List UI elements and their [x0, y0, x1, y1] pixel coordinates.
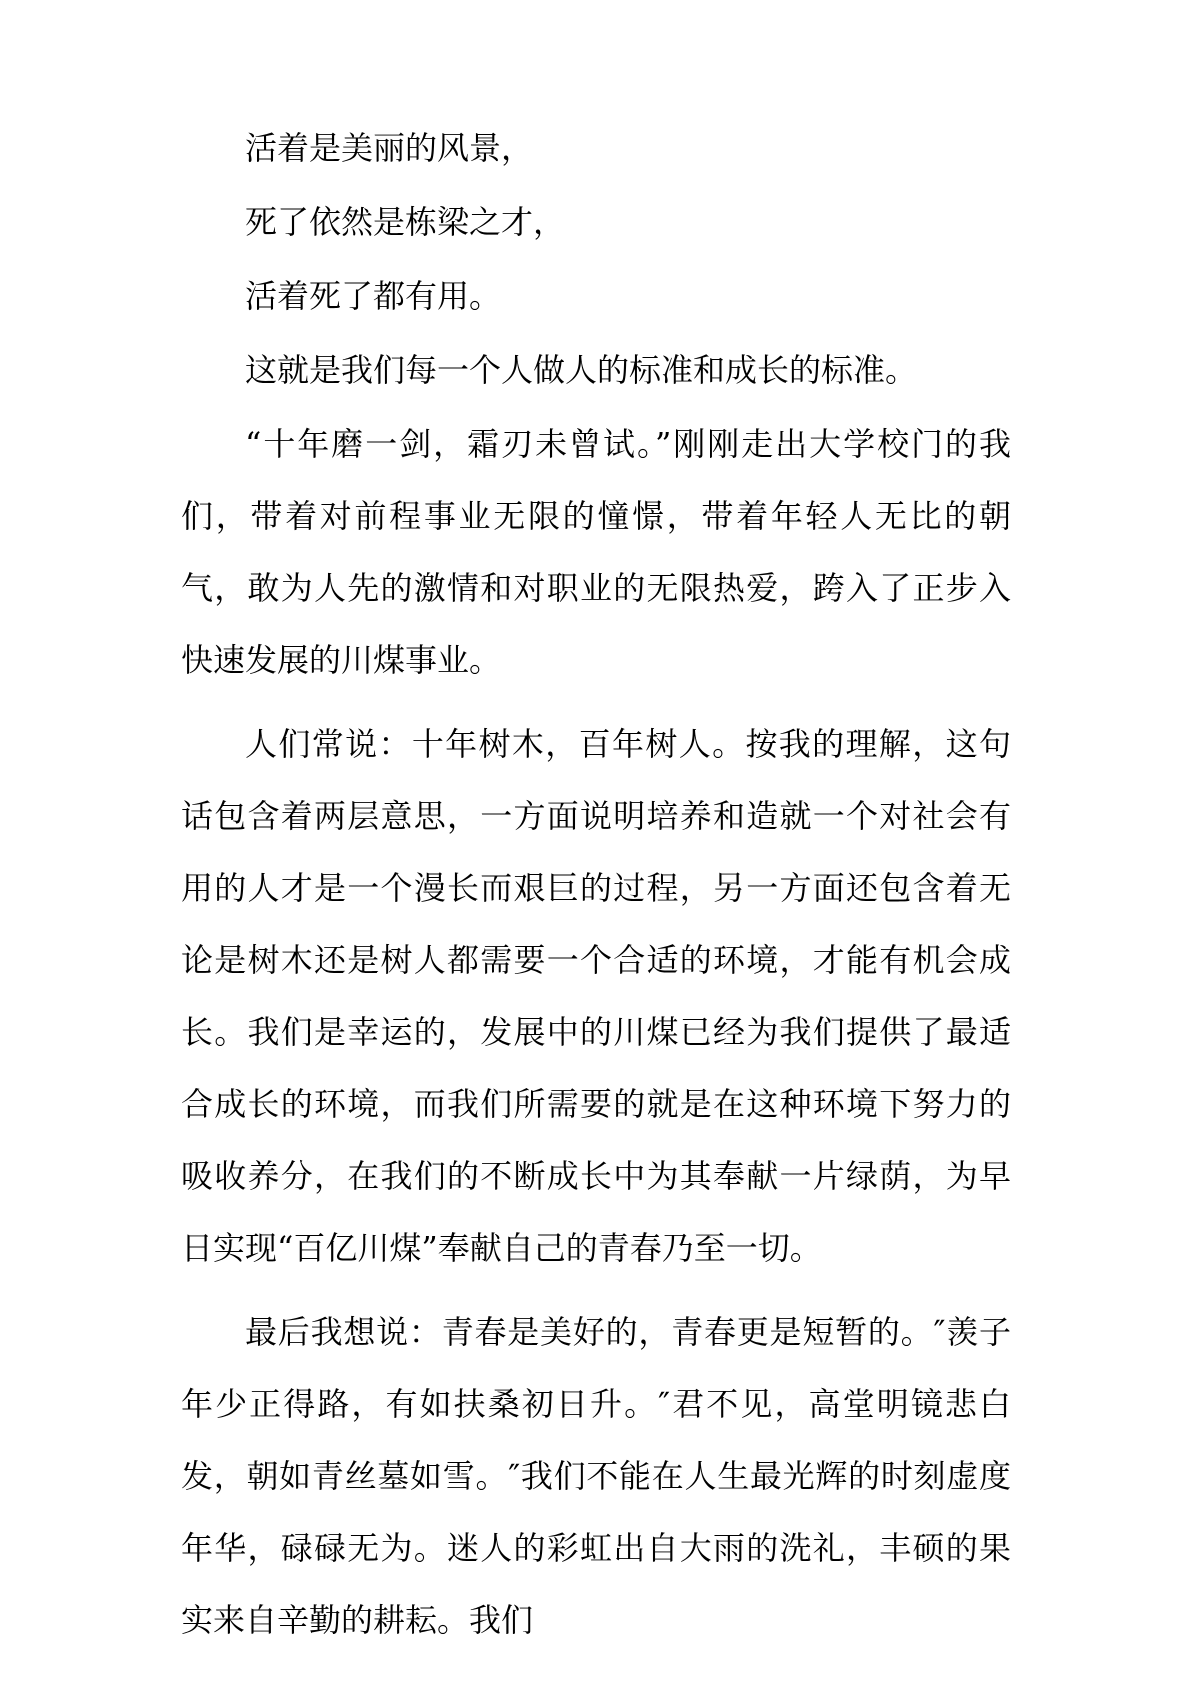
paragraph: 最后我想说：青春是美好的，青春更是短暂的。″羡子年少正得路，有如扶桑初日升。″君不见，高堂明镜悲白发，朝如青丝墓如雪。″我们不能在人生最光辉的时刻虚度年华，碌碌无为。迷人的彩虹出自大雨的洗礼，丰硕的果实来自辛勤的耕耘。我们	[181, 1313, 1011, 1639]
paragraph: 人们常说：十年树木，百年树人。按我的理解，这句话包含着两层意思，一方面说明培养和造就一个对社会有用的人才是一个漫长而艰巨的过程，另一方面还包含着无论是树木还是树人都需要一个合适的环境，才能有机会成长。我们是幸运的，发展中的川煤已经为我们提供了最适合成长的环境，而我们所需要的就是在这种环境下努力的吸收养分，在我们的不断成长中为其奉献一片绿荫，为早日实现“百亿川煤”奉献自己的青春乃至一切。	[181, 725, 1011, 1267]
paragraph: “十年磨一剑，霜刃未曾试。”刚刚走出大学校门的我们，带着对前程事业无限的憧憬，带着年轻人无比的朝气，敢为人先的激情和对职业的无限热爱，跨入了正步入快速发展的川煤事业。	[181, 425, 1011, 679]
verse-line: 活着是美丽的风景，	[245, 129, 534, 167]
summary-line: 这就是我们每一个人做人的标准和成长的标准。	[245, 351, 918, 389]
document-body	[181, 128, 1011, 1656]
verse-line: 死了依然是栋梁之才，	[245, 203, 566, 241]
verse-line: 活着死了都有用。	[245, 277, 502, 315]
